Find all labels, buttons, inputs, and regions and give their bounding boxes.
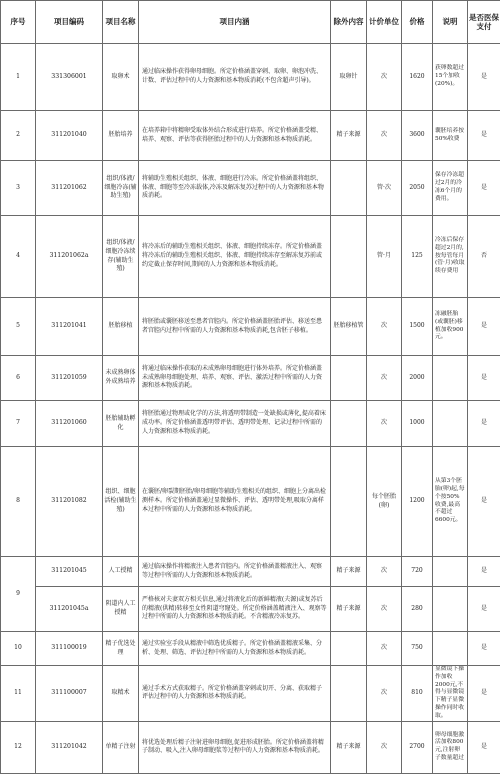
cell-content: 通过实验室手段从精液中筛选优质精子。所定价格涵盖精液采集、分析、处理、筛选、评估过程中所需的人力资源和基本物质消耗。 xyxy=(139,632,331,666)
cell-name: 胚胎培养 xyxy=(103,111,139,161)
cell-price: 1200 xyxy=(402,447,433,557)
cell-code: 311201082 xyxy=(36,447,103,557)
cell-exclusions xyxy=(331,161,367,216)
cell-unit: 次 xyxy=(367,401,402,447)
cell-seq: 2 xyxy=(1,111,36,161)
cell-seq: 7 xyxy=(1,401,36,447)
table-row xyxy=(1,216,500,298)
table-row xyxy=(1,111,500,161)
cell-name: 精子优选处理 xyxy=(103,632,139,666)
cell-seq: 10 xyxy=(1,632,36,666)
cell-code: 311201060 xyxy=(36,401,103,447)
cell-price: 280 xyxy=(402,587,433,632)
cell-seq: 1 xyxy=(1,44,36,111)
cell-unit: 次 xyxy=(367,298,402,356)
cell-code: 311201059 xyxy=(36,356,103,401)
table-row xyxy=(1,401,500,447)
cell-name: 胚胎移植 xyxy=(103,298,139,356)
cell-insurance: 是 xyxy=(468,666,500,722)
cell-content: 在培养箱中将精卵受取体外结合形成进行培养。所定价格涵盖受精、培养、观察、评估等获得胚胎过程中的人力资源和基本物质消耗。 xyxy=(139,111,331,161)
cell-seq: 12 xyxy=(1,721,36,773)
cell-seq: 6 xyxy=(1,356,36,401)
cell-note: 获卵数超过15个加收(20%)。 xyxy=(433,44,468,111)
cell-seq: 4 xyxy=(1,216,36,298)
cell-content: 严格核对夫妻双方相关信息,通过将液化后的新鲜精液(夫源)或复苏后的精液(供精)转移至女性阴道穹窿处。所定价格涵盖精液注入、观察等过程中所需的人力资源和基本物质消耗。不含精液冷冻复苏。 xyxy=(139,587,331,632)
cell-code: 311100019 xyxy=(36,632,103,666)
cell-name: 组织、细胞活检(辅助生殖) xyxy=(103,447,139,557)
cell-note xyxy=(433,632,468,666)
cell-exclusions: 精子来源 xyxy=(331,587,367,632)
cell-unit: 次 xyxy=(367,356,402,401)
cell-unit: 次 xyxy=(367,587,402,632)
cell-note: 冻融胚胎(或囊胚)移植加收900元。 xyxy=(433,298,468,356)
cell-price: 125 xyxy=(402,216,433,298)
cell-unit: 管·次 xyxy=(367,161,402,216)
cell-exclusions xyxy=(331,666,367,722)
cell-seq: 9 xyxy=(1,557,36,632)
cell-note: 冷冻后保存超过2月的,按每管每月(管·月)收取续存费用 xyxy=(433,216,468,298)
cell-note xyxy=(433,401,468,447)
cell-unit: 次 xyxy=(367,557,402,587)
cell-exclusions: 取卵针 xyxy=(331,44,367,111)
cell-note: 卵母细胞激活加收800元,注射卵子数量超过 xyxy=(433,721,468,773)
cell-name: 人工授精 xyxy=(103,557,139,587)
cell-unit: 次 xyxy=(367,721,402,773)
cell-name: 取精术 xyxy=(103,666,139,722)
cell-note: 从第3个胚胎(卵)起,每个按50%收费,最高不超过6600元。 xyxy=(433,447,468,557)
cell-note: 保存冷冻超过2月的冷冻6个月的费用。 xyxy=(433,161,468,216)
cell-content: 在囊胚/卵裂期胚胎/卵母细胞等辅助生殖相关的组织、细胞上分离出检测样本。所定价格涵盖通过显微操作、评估、透明带处理,吸取分离样本过程中所需的人力资源和基本物质消耗。 xyxy=(139,447,331,557)
cell-unit: 次 xyxy=(367,666,402,722)
cell-seq: 11 xyxy=(1,666,36,722)
cell-unit: 次 xyxy=(367,44,402,111)
header-price: 价格 xyxy=(402,1,433,44)
cell-content: 通过手术方式获取精子。所定价格涵盖穿刺或切开、分离、获取精子评估过程中的人力资源和基本物质消耗。 xyxy=(139,666,331,722)
cell-exclusions xyxy=(331,632,367,666)
cell-insurance: 是 xyxy=(468,356,500,401)
table-row xyxy=(1,298,500,356)
cell-content: 将冷冻后的辅助生殖相关组织、体液、细胞持续冻存。所定价格涵盖将冷冻后的辅助生殖相关组织、体液、细胞持续冻存至解冻复苏前或约定截止保存时间,期间的人力资源和基本物质消耗。 xyxy=(139,216,331,298)
cell-name: 组织/体液/细胞冷冻续存(辅助生殖) xyxy=(103,216,139,298)
cell-price: 1620 xyxy=(402,44,433,111)
cell-code: 311201045a xyxy=(36,587,103,632)
cell-insurance: 是 xyxy=(468,44,500,111)
table-row xyxy=(1,557,500,587)
table-row xyxy=(1,666,500,722)
cell-insurance: 是 xyxy=(468,557,500,587)
cell-insurance: 是 xyxy=(468,111,500,161)
cell-exclusions xyxy=(331,447,367,557)
cell-exclusions xyxy=(331,356,367,401)
cell-content: 将优选处理后精子注射进卵母细胞,促进形成胚胎。所定价格涵盖将精子制动、吸入,注入卵母细胞浆等过程中的人力资源和基本物质消耗。 xyxy=(139,721,331,773)
cell-unit: 管·月 xyxy=(367,216,402,298)
cell-insurance: 是 xyxy=(468,447,500,557)
cell-content: 将通过临床操作获取的未成熟卵母细胞进行体外培养。所定价格涵盖未成熟卵母细胞处理、培养、观察、评估、激活过程中所需的人力资源和基本物质消耗。 xyxy=(139,356,331,401)
header-exclusions: 除外内容 xyxy=(331,1,367,44)
cell-code: 311201062 xyxy=(36,161,103,216)
cell-price: 1000 xyxy=(402,401,433,447)
cell-content: 将辅助生殖相关组织、体液、细胞进行冷冻。所定价格涵盖将组织、体液、细胞等至冷冻载体,冷冻及解冻复苏过程中的人力资源和基本物质消耗。 xyxy=(139,161,331,216)
cell-note xyxy=(433,587,468,632)
cell-code: 311201041 xyxy=(36,298,103,356)
cell-price: 3600 xyxy=(402,111,433,161)
cell-exclusions xyxy=(331,216,367,298)
header-code: 项目编码 xyxy=(36,1,103,44)
table-row xyxy=(1,447,500,557)
header-insurance: 是否医保支付 xyxy=(468,1,500,44)
cell-note: 显微镜下操作加收2000元,不得与显微镜下精子显微操作同时收取。 xyxy=(433,666,468,722)
cell-unit: 每个胚胎(卵) xyxy=(367,447,402,557)
cell-content: 将胚胎或囊胚移送至患者宫腔内。所定价格涵盖胚胎评估、移送至患者宫腔内过程中所需的人力资源和基本物质消耗,包含胚子移植。 xyxy=(139,298,331,356)
header-content: 项目内涵 xyxy=(139,1,331,44)
cell-name: 阴道内人工授精 xyxy=(103,587,139,632)
table-row xyxy=(1,632,500,666)
cell-price: 2700 xyxy=(402,721,433,773)
header-note: 说明 xyxy=(433,1,468,44)
table-row xyxy=(1,587,500,632)
cell-exclusions xyxy=(331,401,367,447)
table-row xyxy=(1,161,500,216)
cell-note xyxy=(433,557,468,587)
cell-content: 通过临床操作将精液注入患者宫腔内。所定价格涵盖精液注入、观察等过程中所需的人力资源和基本物质消耗。 xyxy=(139,557,331,587)
cell-note: 囊胚培养按50%收费 xyxy=(433,111,468,161)
header-name: 项目名称 xyxy=(103,1,139,44)
cell-unit: 次 xyxy=(367,111,402,161)
cell-name: 胚胎辅助孵化 xyxy=(103,401,139,447)
cell-price: 2050 xyxy=(402,161,433,216)
cell-price: 810 xyxy=(402,666,433,722)
cell-price: 750 xyxy=(402,632,433,666)
cell-insurance: 是 xyxy=(468,298,500,356)
cell-code: 311100007 xyxy=(36,666,103,722)
cell-name: 组织/体液/细胞冷冻(辅助生殖) xyxy=(103,161,139,216)
cell-name: 取卵术 xyxy=(103,44,139,111)
cell-name: 单精子注射 xyxy=(103,721,139,773)
cell-content: 将胚胎通过物理或化学的方法,将透明带制造一处缺损或薄化,提高着床成功率。所定价格涵盖透明带评估、透明带处理、记录过程中所需的人力资源和基本物质消耗。 xyxy=(139,401,331,447)
cell-code: 311201062a xyxy=(36,216,103,298)
cell-insurance: 否 xyxy=(468,216,500,298)
cell-insurance: 是 xyxy=(468,587,500,632)
cell-seq: 5 xyxy=(1,298,36,356)
cell-code: 311201042 xyxy=(36,721,103,773)
table-row xyxy=(1,356,500,401)
cell-price: 2000 xyxy=(402,356,433,401)
cell-seq: 8 xyxy=(1,447,36,557)
cell-exclusions: 胚胎移植管 xyxy=(331,298,367,356)
cell-price: 1500 xyxy=(402,298,433,356)
cell-exclusions: 精子来源 xyxy=(331,111,367,161)
cell-insurance: 是 xyxy=(468,161,500,216)
cell-insurance: 是 xyxy=(468,632,500,666)
cell-code: 331306001 xyxy=(36,44,103,111)
cell-insurance: 是 xyxy=(468,401,500,447)
cell-content: 通过临床操作获得卵母细胞。所定价格涵盖穿刺、取卵、卵泡冲洗、计数、评估过程中的人力资源和基本物质消耗(不包含超声引导)。 xyxy=(139,44,331,111)
cell-name: 未成熟卵体外成熟培养 xyxy=(103,356,139,401)
table-row xyxy=(1,44,500,111)
cell-seq: 3 xyxy=(1,161,36,216)
cell-exclusions: 精子来源 xyxy=(331,557,367,587)
table-row xyxy=(1,721,500,773)
cell-note xyxy=(433,356,468,401)
header-unit: 计价单位 xyxy=(367,1,402,44)
cell-insurance: 是 xyxy=(468,721,500,773)
header-row xyxy=(1,1,500,44)
cell-code: 311201045 xyxy=(36,557,103,587)
cell-price: 720 xyxy=(402,557,433,587)
cell-code: 311201040 xyxy=(36,111,103,161)
cell-exclusions: 精子来源 xyxy=(331,721,367,773)
header-seq: 序号 xyxy=(1,1,36,44)
cell-unit: 次 xyxy=(367,632,402,666)
